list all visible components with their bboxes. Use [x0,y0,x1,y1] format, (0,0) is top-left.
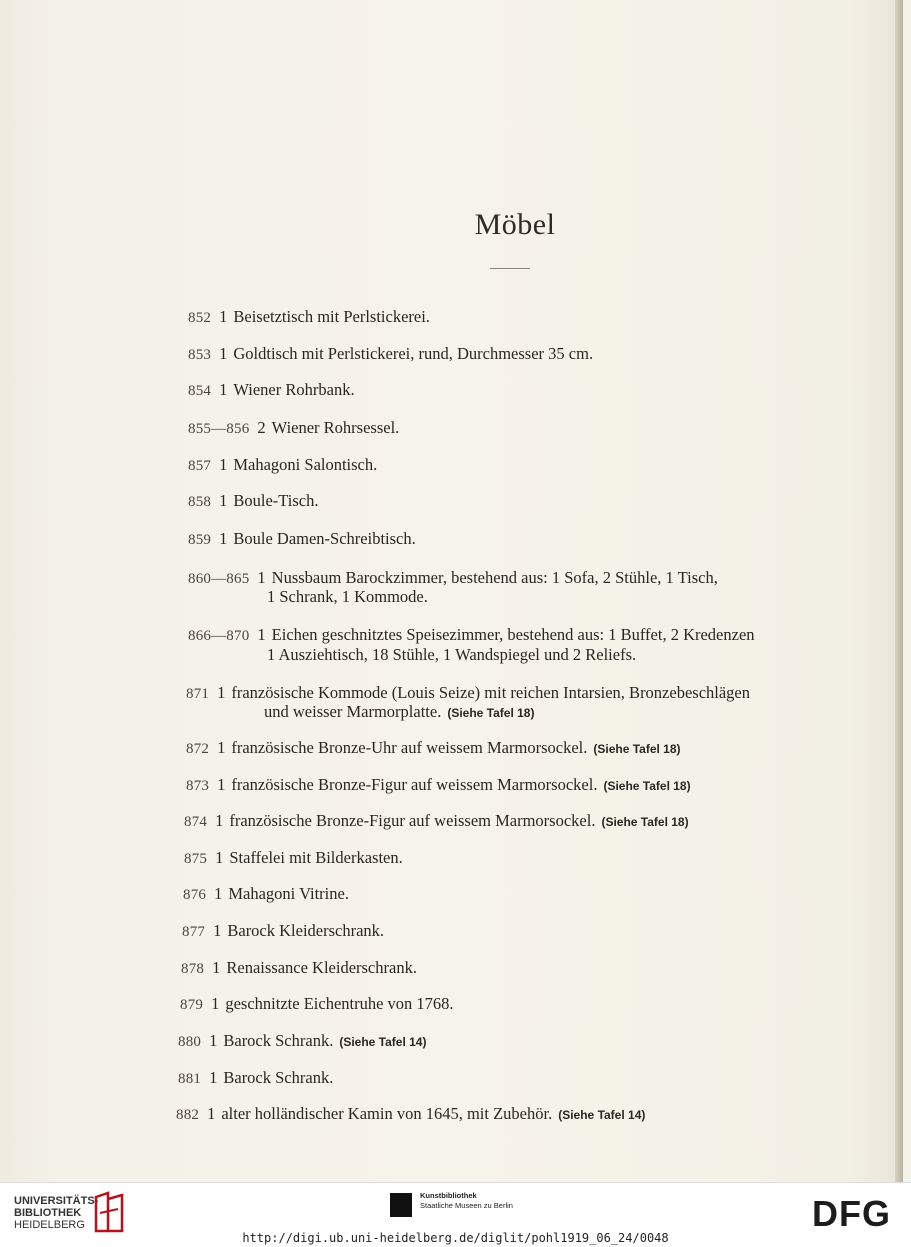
catalog-entry [186,775,691,796]
entry-quantity: 2 [257,418,266,437]
kunstbibliothek-logo-icon[interactable] [390,1193,412,1217]
catalog-entry [188,491,318,512]
entry-quantity: 1 [219,380,228,399]
permalink-url[interactable]: http://digi.ub.uni-heidelberg.de/diglit/pohl1919_06_24/0048 [242,1231,669,1245]
entry-text: Barock Kleiderschrank. [227,921,385,940]
entry-number: 875 [184,851,208,867]
uni-heidelberg-logo-icon[interactable] [92,1191,128,1235]
plate-reference: (Siehe Tafel 14) [558,1108,646,1122]
entry-quantity: 1 [211,994,220,1013]
entry-text: Eichen geschnitztes Speisezimmer, bestehend aus: 1 Buffet, 2 Kredenzen [271,625,755,644]
plate-reference: (Siehe Tafel 18) [447,706,535,720]
entry-continuation [264,702,534,723]
entry-number: 872 [186,741,210,757]
entry-number: 878 [181,961,205,977]
entry-number: 866—870 [188,628,250,644]
entry-number: 857 [188,458,212,474]
plate-reference: (Siehe Tafel 18) [593,742,681,756]
catalog-entry [182,921,384,942]
entry-text: Mahagoni Vitrine. [228,884,349,903]
entry-text: Wiener Rohrbank. [233,380,355,399]
uni-line: UNIVERSITÄTS- [14,1195,99,1207]
entry-number: 873 [186,778,210,794]
plate-reference: (Siehe Tafel 14) [339,1035,427,1049]
entry-number: 854 [188,383,212,399]
entry-number: 852 [188,310,212,326]
entry-quantity: 1 [217,775,226,794]
entry-number: 858 [188,494,212,510]
entry-quantity: 1 [215,848,224,867]
entry-text: französische Bronze-Figur auf weissem Marmorsockel. [231,775,598,794]
entry-text: Boule Damen-Schreibtisch. [233,529,416,548]
entry-quantity: 1 [257,625,266,644]
catalog-entry [188,455,377,476]
catalog-entry [188,380,355,401]
entry-number: 880 [178,1034,202,1050]
catalog-entry [184,848,403,869]
uni-line: BIBLIOTHEK [14,1207,82,1219]
entry-number: 874 [184,814,208,830]
catalog-entry [188,529,416,550]
catalog-entry [188,625,755,646]
catalog-entry [176,1104,645,1125]
entry-continuation: 1 Schrank, 1 Kommode. [267,587,428,606]
entry-text: alter holländischer Kamin von 1645, mit Zubehör. [221,1104,553,1123]
entry-number: 882 [176,1107,200,1123]
entry-continuation-text: und weisser Marmorplatte. [264,702,442,721]
title-divider [490,268,530,269]
kunstbibliothek-wordmark[interactable] [420,1191,513,1211]
catalog-entry [181,958,417,979]
entry-text: geschnitzte Eichentruhe von 1768. [225,994,454,1013]
dfg-logo[interactable]: DFG [812,1193,891,1234]
entry-number: 876 [183,887,207,903]
kb-subtitle: Staatliche Museen zu Berlin [420,1201,513,1210]
plate-reference: (Siehe Tafel 18) [601,815,689,829]
entry-quantity: 1 [213,921,222,940]
entry-quantity: 1 [219,491,228,510]
catalog-entry [186,683,750,704]
entry-text: Mahagoni Salontisch. [233,455,378,474]
catalog-entry [188,568,828,589]
entry-quantity: 1 [214,884,223,903]
entry-text: Renaissance Kleiderschrank. [226,958,417,977]
entry-text: Boule-Tisch. [233,491,319,510]
catalog-entry [188,307,430,328]
entry-text: Barock Schrank. [223,1031,334,1050]
entry-number: 853 [188,347,212,363]
entry-number: 871 [186,686,210,702]
entry-text: Nussbaum Barockzimmer, bestehend aus: 1 Sofa, 2 Stühle, 1 Tisch, [271,568,718,587]
entry-text: französische Bronze-Figur auf weissem Marmorsockel. [229,811,596,830]
catalog-entry [178,1031,426,1052]
entry-number: 860—865 [188,571,250,587]
plate-reference: (Siehe Tafel 18) [603,779,691,793]
uni-heidelberg-wordmark[interactable] [14,1195,98,1231]
kb-title: Kunstbibliothek [420,1191,477,1200]
entry-quantity: 1 [257,568,266,587]
entry-quantity: 1 [215,811,224,830]
entry-quantity: 1 [209,1068,218,1087]
entry-quantity: 1 [209,1031,218,1050]
entry-quantity: 1 [219,529,228,548]
catalog-entry [186,738,681,759]
catalog-entry [184,811,689,832]
entry-quantity: 1 [219,344,228,363]
catalog-entry [183,884,349,905]
catalog-entry [188,418,399,439]
entry-quantity: 1 [207,1104,216,1123]
catalog-entry [188,344,593,365]
entry-text: Wiener Rohrsessel. [271,418,400,437]
entry-number: 877 [182,924,206,940]
entry-text: Barock Schrank. [223,1068,334,1087]
entry-number: 879 [180,997,204,1013]
catalog-entry [178,1068,333,1089]
entry-quantity: 1 [212,958,221,977]
entry-continuation: 1 Ausziehtisch, 18 Stühle, 1 Wandspiegel und 2 Reliefs. [267,645,637,664]
entry-text: französische Kommode (Louis Seize) mit reichen Intarsien, Bronzebeschlägen [231,683,751,702]
entry-number: 855—856 [188,421,250,437]
entry-text: Goldtisch mit Perlstickerei, rund, Durchmesser 35 cm. [233,344,594,363]
entry-quantity: 1 [219,455,228,474]
entry-text: französische Bronze-Uhr auf weissem Marmorsockel. [231,738,588,757]
entry-text: Staffelei mit Bilderkasten. [229,848,403,867]
viewer-footer [0,1182,911,1247]
entry-number: 859 [188,532,212,548]
catalog-entry [180,994,454,1015]
page-edge [895,0,903,1182]
uni-line: HEIDELBERG [14,1219,85,1231]
entry-number: 881 [178,1071,202,1087]
entry-quantity: 1 [219,307,228,326]
entry-quantity: 1 [217,683,226,702]
entry-text: Beisetztisch mit Perlstickerei. [233,307,430,326]
entry-quantity: 1 [217,738,226,757]
page-title: Möbel [474,208,556,241]
